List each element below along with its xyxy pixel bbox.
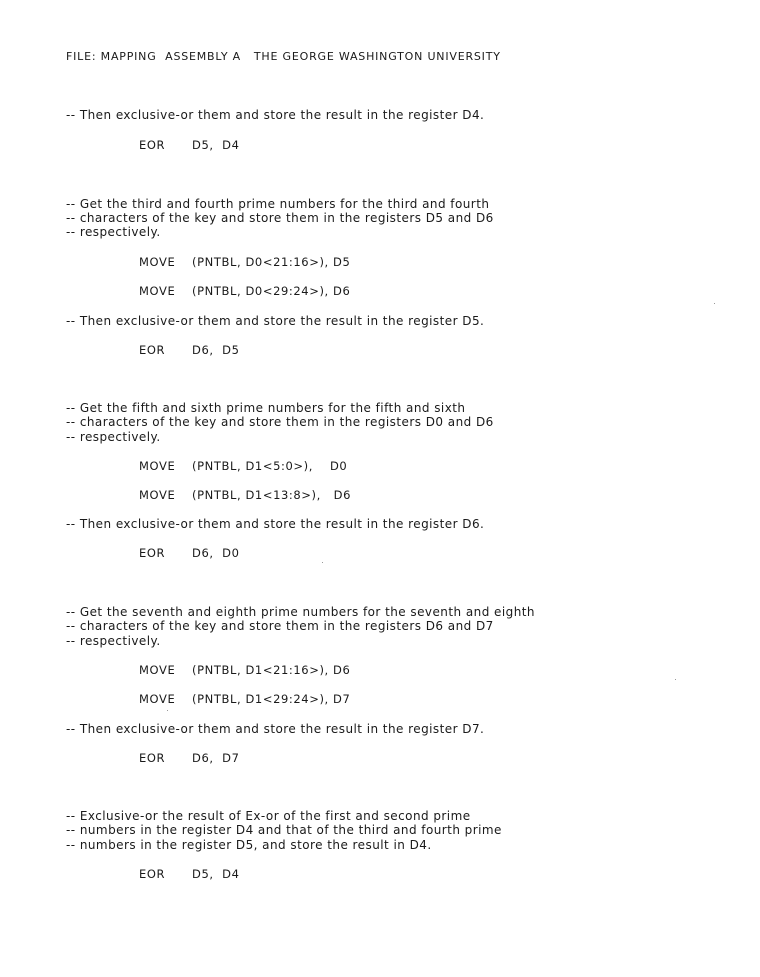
instruction-opcode: EOR: [139, 138, 166, 152]
instruction-opcode: MOVE: [139, 284, 176, 298]
comment-line: -- Then exclusive-or them and store the result in the register D4.: [66, 108, 485, 122]
comment-line: -- characters of the key and store them in the registers D5 and D6: [66, 211, 494, 225]
comment-line: -- Then exclusive-or them and store the result in the register D6.: [66, 517, 485, 531]
comment-line: -- numbers in the register D5, and store the result in D4.: [66, 838, 432, 852]
instruction-operands: (PNTBL, D1<5:0>), D0: [192, 459, 348, 473]
comment-line: -- numbers in the register D4 and that of the third and fourth prime: [66, 823, 502, 837]
instruction-operands: (PNTBL, D1<13:8>), D6: [192, 488, 352, 502]
comment-line: -- respectively.: [66, 225, 161, 239]
instruction-opcode: MOVE: [139, 255, 176, 269]
instruction-operands: D6, D7: [192, 751, 240, 765]
instruction-opcode: EOR: [139, 343, 166, 357]
comment-line: -- Then exclusive-or them and store the result in the register D5.: [66, 314, 485, 328]
instruction-operands: (PNTBL, D1<21:16>), D6: [192, 663, 351, 677]
instruction-operands: D5, D4: [192, 867, 240, 881]
instruction-operands: (PNTBL, D0<21:16>), D5: [192, 255, 351, 269]
instruction-opcode: MOVE: [139, 663, 176, 677]
comment-line: -- respectively.: [66, 430, 161, 444]
instruction-opcode: MOVE: [139, 488, 176, 502]
instruction-operands: (PNTBL, D0<29:24>), D6: [192, 284, 351, 298]
comment-line: -- characters of the key and store them in the registers D6 and D7: [66, 619, 494, 633]
instruction-opcode: EOR: [139, 546, 166, 560]
instruction-opcode: MOVE: [139, 692, 176, 706]
instruction-operands: D6, D0: [192, 546, 240, 560]
instruction-opcode: EOR: [139, 751, 166, 765]
scan-speck: [675, 679, 676, 680]
comment-line: -- Get the third and fourth prime numbers for the third and fourth: [66, 197, 490, 211]
instruction-operands: D6, D5: [192, 343, 240, 357]
comment-line: -- characters of the key and store them in the registers D0 and D6: [66, 415, 494, 429]
instruction-operands: D5, D4: [192, 138, 240, 152]
instruction-opcode: EOR: [139, 867, 166, 881]
comment-line: -- Get the seventh and eighth prime numbers for the seventh and eighth: [66, 605, 535, 619]
comment-line: -- respectively.: [66, 634, 161, 648]
scan-speck: [322, 562, 323, 563]
instruction-operands: (PNTBL, D1<29:24>), D7: [192, 692, 351, 706]
instruction-opcode: MOVE: [139, 459, 176, 473]
scan-speck: [167, 710, 168, 711]
scan-speck: [714, 303, 715, 304]
page-header: FILE: MAPPING ASSEMBLY A THE GEORGE WASHINGTON UNIVERSITY: [66, 50, 501, 63]
comment-line: -- Exclusive-or the result of Ex-or of the first and second prime: [66, 809, 471, 823]
comment-line: -- Then exclusive-or them and store the result in the register D7.: [66, 722, 485, 736]
comment-line: -- Get the fifth and sixth prime numbers for the fifth and sixth: [66, 401, 466, 415]
